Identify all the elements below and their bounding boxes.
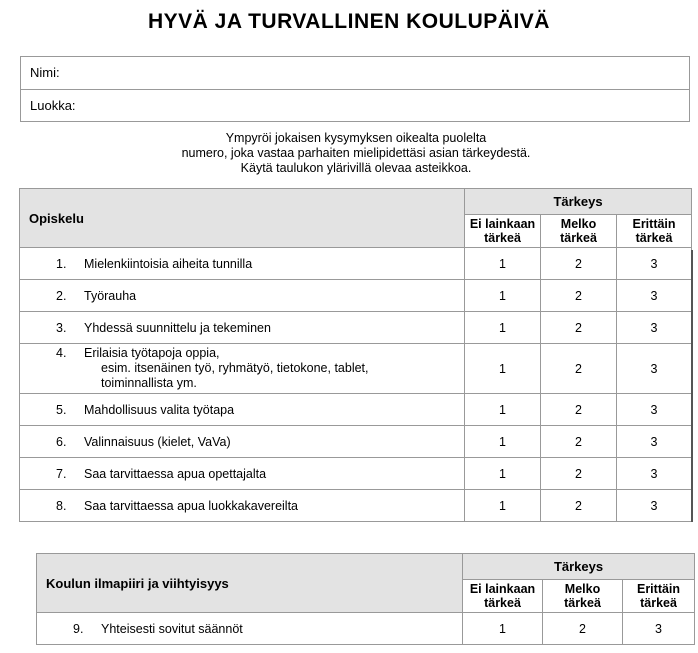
instruction-line: numero, joka vastaa parhaiten mielipidettäsi asian tärkeydestä. (181, 146, 531, 160)
table-row (37, 613, 695, 645)
instructions (0, 131, 698, 176)
item-number: 9. (73, 621, 84, 636)
item-text: Saa tarvittaessa apua luokkakavereilta (84, 498, 299, 513)
rating-2[interactable]: 2 (541, 344, 617, 394)
item-text: Valinnaisuus (kielet, VaVa) (84, 434, 231, 449)
item-number: 6. (56, 434, 67, 449)
rating-2[interactable]: 2 (541, 426, 617, 458)
item-text-line2: esim. itsenäinen työ, ryhmätyö, tietokone, tablet, (101, 361, 369, 375)
student-info-box (20, 56, 690, 122)
class-label: Luokka: (30, 98, 76, 113)
table-row (20, 344, 692, 394)
scale-level-2: Melko tärkeä (541, 215, 617, 248)
item-text: Mahdollisuus valita työtapa (84, 402, 235, 417)
instruction-line: Ympyröi jokaisen kysymyksen oikealta puolelta (225, 131, 487, 145)
table-shadow (691, 250, 693, 522)
survey-table-opiskelu (19, 188, 692, 522)
rating-2[interactable]: 2 (541, 490, 617, 522)
item-text: Yhteisesti sovitut säännöt (101, 621, 243, 636)
rating-1[interactable]: 1 (465, 248, 541, 280)
rating-3[interactable]: 3 (617, 280, 692, 312)
rating-1[interactable]: 1 (465, 426, 541, 458)
scale-level-2: Melko tärkeä (543, 580, 623, 613)
table-row (20, 312, 692, 344)
table-row (20, 426, 692, 458)
scale-heading: Tärkeys (463, 554, 695, 580)
item-text: Saa tarvittaessa apua opettajalta (84, 466, 267, 481)
rating-1[interactable]: 1 (465, 490, 541, 522)
rating-1[interactable]: 1 (465, 280, 541, 312)
item-number: 1. (56, 256, 67, 271)
scale-level-3: Erittäin tärkeä (623, 580, 695, 613)
instruction-line: Käytä taulukon ylärivillä olevaa asteikkoa. (240, 161, 472, 175)
rating-1[interactable]: 1 (465, 312, 541, 344)
item-text: Mielenkiintoisia aiheita tunnilla (84, 256, 253, 271)
rating-1[interactable]: 1 (463, 613, 543, 645)
item-number: 3. (56, 320, 67, 335)
item-number: 8. (56, 498, 67, 513)
rating-2[interactable]: 2 (541, 280, 617, 312)
table-row (20, 490, 692, 522)
item-text-line3: toiminnallista ym. (101, 376, 197, 390)
rating-1[interactable]: 1 (465, 458, 541, 490)
scale-level-1: Ei lainkaan tärkeä (465, 215, 541, 248)
table-row (20, 394, 692, 426)
table-row (20, 280, 692, 312)
class-field[interactable] (21, 89, 689, 121)
rating-2[interactable]: 2 (541, 312, 617, 344)
rating-2[interactable]: 2 (541, 458, 617, 490)
item-number: 2. (56, 288, 67, 303)
rating-3[interactable]: 3 (617, 426, 692, 458)
item-number: 4. (56, 346, 67, 360)
rating-2[interactable]: 2 (541, 394, 617, 426)
table-row (20, 248, 692, 280)
rating-3[interactable]: 3 (617, 248, 692, 280)
item-text: Työrauha (84, 288, 137, 303)
rating-2[interactable]: 2 (541, 248, 617, 280)
section-title: Opiskelu (20, 189, 465, 248)
scale-heading: Tärkeys (465, 189, 692, 215)
name-field[interactable] (21, 57, 689, 89)
rating-3[interactable]: 3 (617, 490, 692, 522)
table-row (20, 458, 692, 490)
scale-level-1: Ei lainkaan tärkeä (463, 580, 543, 613)
section-title: Koulun ilmapiiri ja viihtyisyys (37, 554, 463, 613)
page-title: HYVÄ JA TURVALLINEN KOULUPÄIVÄ (148, 10, 550, 33)
rating-1[interactable]: 1 (465, 344, 541, 394)
item-number: 5. (56, 402, 67, 417)
item-text: Yhdessä suunnittelu ja tekeminen (84, 320, 271, 335)
rating-3[interactable]: 3 (617, 458, 692, 490)
item-text: Erilaisia työtapoja oppia, (84, 346, 220, 360)
rating-3[interactable]: 3 (617, 344, 692, 394)
rating-3[interactable]: 3 (617, 312, 692, 344)
rating-3[interactable]: 3 (617, 394, 692, 426)
rating-2[interactable]: 2 (543, 613, 623, 645)
rating-1[interactable]: 1 (465, 394, 541, 426)
item-number: 7. (56, 466, 67, 481)
rating-3[interactable]: 3 (623, 613, 695, 645)
name-label: Nimi: (30, 65, 60, 80)
scale-level-3: Erittäin tärkeä (617, 215, 692, 248)
survey-table-ilmapiiri (36, 553, 695, 645)
